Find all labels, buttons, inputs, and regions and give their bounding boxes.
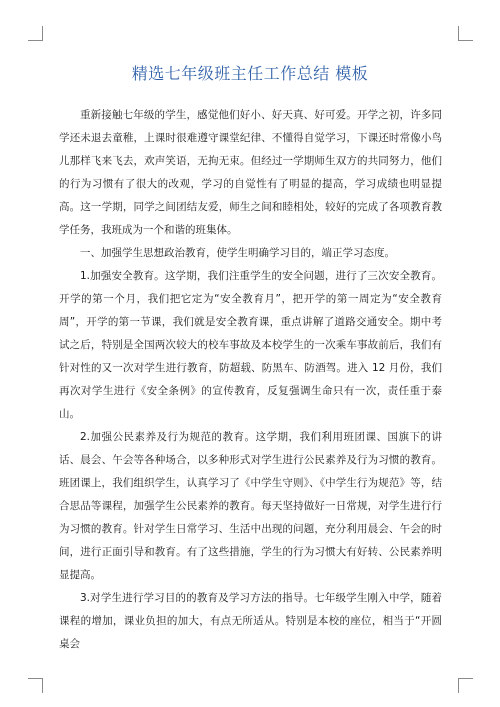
- crop-mark-top-left: [28, 26, 43, 41]
- document-title: 精选七年级班主任工作总结 模板: [131, 64, 369, 83]
- document-body: [59, 104, 442, 656]
- crop-mark-bottom-right: [458, 678, 473, 693]
- crop-mark-bottom-left: [28, 678, 43, 693]
- paragraph-safety-education: 1.加强安全教育。这学期，我们注重学生的安全问题，进行了三次安全教育。开学的第一个月，我们把它定为“安全教育月”，把开学的第一周定为“安全教育周”，开学的第一节课，我们就是安全教育课，重点讲解了道路交通安全。期中考试之后，特别是全国两次较大的校车事故及本校学生的一次乘车事故前后，我们有针对性的又一次对学生进行教育，防超载、防黑车、防酒驾。进入 12 月份，我们再次对学生进行《安全条例》的宣传教育，反复强调生命只有一次，责任重于泰山。: [59, 270, 442, 420]
- paragraph-study-guidance: 3.对学生进行学习目的的教育及学习方法的指导。七年级学生刚入中学，随着课程的增加，课业负担的加大，有点无所适从。特别是本校的座位，相当于“开圆桌会: [59, 592, 442, 650]
- paragraph-intro: 重新接触七年级的学生，感觉他们好小、好天真、好可爱。开学之初，许多同学还未退去童稚，上课时很难遵守课堂纪律、不懂得自觉学习，下课还时常像小鸟儿那样飞来飞去，欢声笑语，无拘无束。但经过一学期师生双方的共同努力，他们的行为习惯有了很大的改观，学习的自觉性有了明显的提高，学习成绩也明显提高。这一学期，同学之间团结友爱，师生之间和睦相处，较好的完成了各项教育教学任务，我班成为一个和谐的班集体。: [59, 109, 442, 236]
- paragraph-civic-education: 2.加强公民素养及行为规范的教育。这学期，我们利用班团课、国旗下的讲话、晨会、午会等各种场合，以多种形式对学生进行公民素养及行为习惯的教育。班团课上，我们组织学生，认真学习了《中学生守则》、《中学生行为规范》等，结合思品等课程，加强学生公民素养的教育。每天坚持做好一日常规，对学生进行行为习惯的教育。针对学生日常学习、生活中出现的问题，充分利用晨会、午会的时间，进行正面引导和教育。有了这些措施，学生的行为习惯大有好转、公民素养明显提高。: [59, 431, 442, 581]
- crop-mark-top-right: [458, 26, 473, 41]
- section-heading: 一、加强学生思想政治教育，使学生明确学习目的，端正学习态度。: [80, 247, 395, 259]
